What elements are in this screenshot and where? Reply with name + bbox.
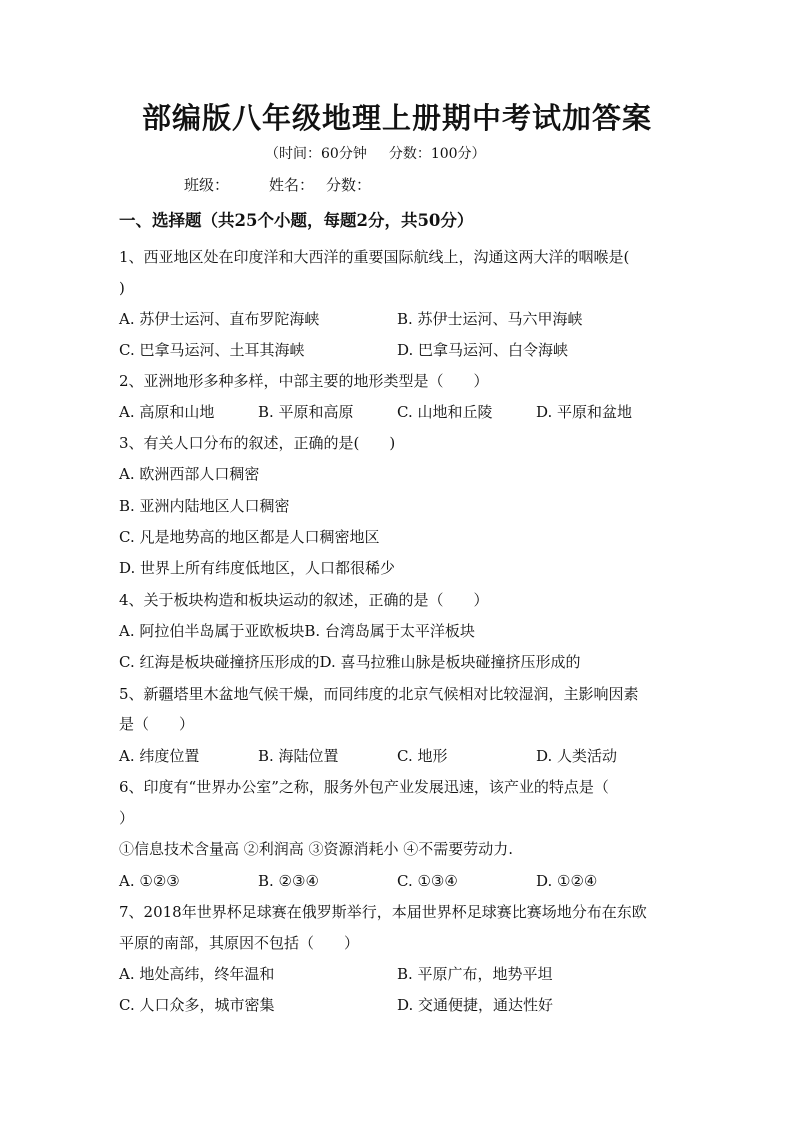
- question-6-option-c: C. ①③④: [397, 872, 458, 890]
- question-6-items: ①信息技术含量高 ②利润高 ③资源消耗小 ④不需要劳动力.: [119, 840, 514, 858]
- question-4-stem: 4、关于板块构造和板块运动的叙述，正确的是（ ）: [119, 591, 489, 609]
- page-title: 部编版八年级地理上册期中考试加答案: [141, 101, 652, 135]
- question-2-option-c: C. 山地和丘陵: [397, 403, 493, 421]
- question-3-option-d: D. 世界上所有纬度低地区，人口都很稀少: [119, 559, 396, 577]
- exam-time-score: [265, 144, 486, 164]
- question-7-option-c: C. 人口众多，城市密集: [119, 996, 275, 1014]
- question-1-option-a: A. 苏伊士运河、直布罗陀海峡: [119, 310, 320, 328]
- question-5-stem: 5、新疆塔里木盆地气候干燥，而同纬度的北京气候相对比较湿润，主影响因素: [119, 685, 639, 703]
- question-5-stem-cont: 是（ ）: [119, 715, 195, 733]
- question-3-option-a: A. 欧洲西部人口稠密: [119, 465, 260, 483]
- exam-total-score: 分数：100分）: [388, 146, 486, 162]
- question-7-stem: 7、2018年世界杯足球赛在俄罗斯举行，本届世界杯足球赛比赛场地分布在东欧: [119, 903, 647, 921]
- question-1-option-c: C. 巴拿马运河、土耳其海峡: [119, 341, 305, 359]
- question-1-option-d: D. 巴拿马运河、白令海峡: [397, 341, 569, 359]
- question-1-stem-cont: ): [119, 279, 125, 297]
- question-3-stem: 3、有关人口分布的叙述，正确的是( ): [119, 434, 396, 452]
- question-6-option-d: D. ①②④: [536, 872, 598, 890]
- exam-time: （时间：60分钟: [265, 146, 367, 162]
- question-1-option-b: B. 苏伊士运河、马六甲海峡: [397, 310, 583, 328]
- question-6-stem: 6、印度有“世界办公室”之称，服务外包产业发展迅速，该产业的特点是（: [119, 778, 609, 796]
- question-7-option-b: B. 平原广布，地势平坦: [397, 965, 553, 983]
- question-1-stem: 1、西亚地区处在印度洋和大西洋的重要国际航线上，沟通这两大洋的咽喉是(: [119, 248, 630, 266]
- question-7-option-a: A. 地处高纬，终年温和: [119, 965, 275, 983]
- question-5-option-a: A. 纬度位置: [119, 747, 200, 765]
- section-heading: 一、选择题（共25个小题，每题2分，共50分）: [119, 211, 474, 230]
- question-7-stem-cont: 平原的南部，其原因不包括（ ）: [119, 934, 360, 952]
- class-label: 班级：: [184, 176, 230, 194]
- question-2-option-d: D. 平原和盆地: [536, 403, 633, 421]
- question-6-option-b: B. ②③④: [258, 872, 319, 890]
- question-6-option-a: A. ①②③: [119, 872, 180, 890]
- question-3-option-c: C. 凡是地势高的地区都是人口稠密地区: [119, 528, 380, 546]
- student-info: [184, 174, 371, 196]
- question-6-stem-cont: ）: [119, 809, 135, 827]
- question-5-option-c: C. 地形: [397, 747, 448, 765]
- points-label: 分数：: [326, 176, 372, 194]
- question-2-option-b: B. 平原和高原: [258, 403, 354, 421]
- question-4-options-ab: A. 阿拉伯半岛属于亚欧板块B. 台湾岛属于太平洋板块: [119, 622, 475, 640]
- question-2-stem: 2、亚洲地形多种多样，中部主要的地形类型是（ ）: [119, 372, 489, 390]
- question-5-option-b: B. 海陆位置: [258, 747, 339, 765]
- question-2-option-a: A. 高原和山地: [119, 403, 215, 421]
- question-7-option-d: D. 交通便捷，通达性好: [397, 996, 554, 1014]
- question-4-options-cd: C. 红海是板块碰撞挤压形成的D. 喜马拉雅山脉是板块碰撞挤压形成的: [119, 653, 581, 671]
- question-5-option-d: D. 人类活动: [536, 747, 618, 765]
- question-3-option-b: B. 亚洲内陆地区人口稠密: [119, 497, 290, 515]
- name-label: 姓名：: [269, 176, 315, 194]
